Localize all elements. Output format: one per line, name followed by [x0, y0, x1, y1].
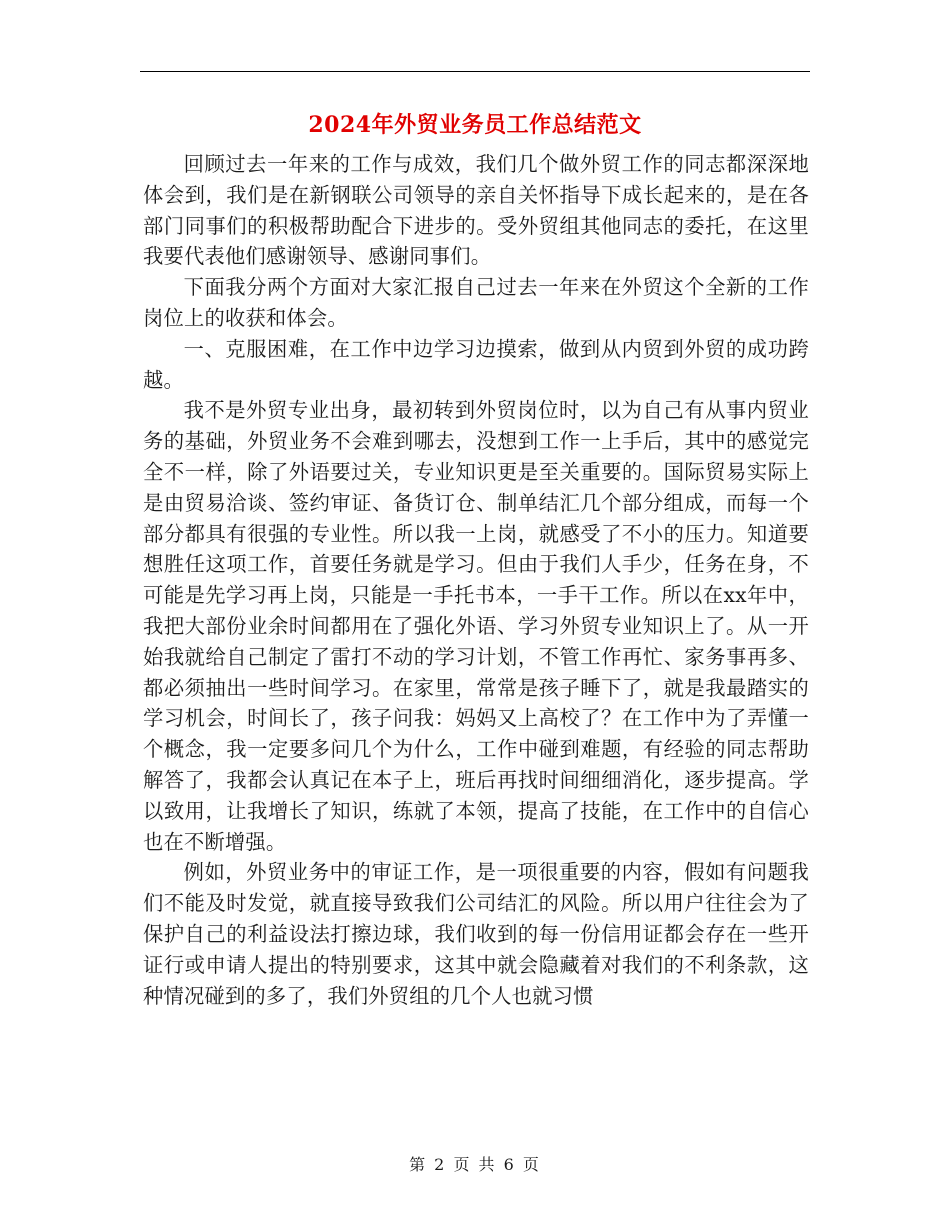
paragraph-overview: 下面我分两个方面对大家汇报自己过去一年来在外贸这个全新的工作岗位上的收获和体会。	[143, 275, 809, 330]
paragraph-learning: 我不是外贸专业出身，最初转到外贸岗位时，以为自己有从事内贸业务的基础，外贸业务不会难到哪去，没想到工作一上手后，其中的感觉完全不一样，除了外语要过关，专业知识更是至关重要的。国际贸易实际上是由贸易洽谈、签约审证、备货订仓、制单结汇几个部分组成，而每一个部分都具有很强的专业性。所以我一上岗，就感受了不小的压力。知道要想胜任这项工作，首要任务就是学习。但由于我们人手少，任务在身，不可能是先学习再上岗，只能是一手托书本，一手干工作。所以在xx年中，我把大部份业余时间都用在了强化外语、学习外贸专业知识上了。从一开始我就给自己制定了雷打不动的学习计划，不管工作再忙、家务事再多、都必须抽出一些时间学习。在家里，常常是孩子睡下了，就是我最踏实的学习机会，时间长了，孩子问我：妈妈又上高校了？在工作中为了弄懂一个概念，我一定要多问几个为什么，工作中碰到难题，有经验的同志帮助解答了，我都会认真记在本子上，班后再找时间细细消化，逐步提高。学以致用，让我增长了知识，练就了本领，提高了技能，在工作中的自信心也在不断增强。	[143, 398, 809, 854]
page-number-footer: 第 2 页 共 6 页	[409, 1155, 541, 1174]
document-title: 2024年外贸业务员工作总结范文	[308, 112, 642, 138]
paragraph-intro: 回顾过去一年来的工作与成效，我们几个做外贸工作的同志都深深地体会到，我们是在新钢联公司领导的亲自关怀指导下成长起来的，是在各部门同事们的积极帮助配合下进步的。受外贸组其他同志的委托，在这里我要代表他们感谢领导、感谢同事们。	[143, 152, 809, 269]
paragraph-example: 例如，外贸业务中的审证工作，是一项很重要的内容，假如有问题我们不能及时发觉，就直接导致我们公司结汇的风险。所以用户往往会为了保护自己的利益设法打擦边球，我们收到的每一份信用证都会存在一些开证行或申请人提出的特别要求，这其中就会隐藏着对我们的不利条款，这种情况碰到的多了，我们外贸组的几个人也就习惯	[143, 860, 809, 1008]
header-rule	[140, 71, 810, 72]
document-body	[143, 149, 809, 1011]
section-heading-1: 一、克服困难，在工作中边学习边摸索，做到从内贸到外贸的成功跨越。	[143, 336, 809, 392]
